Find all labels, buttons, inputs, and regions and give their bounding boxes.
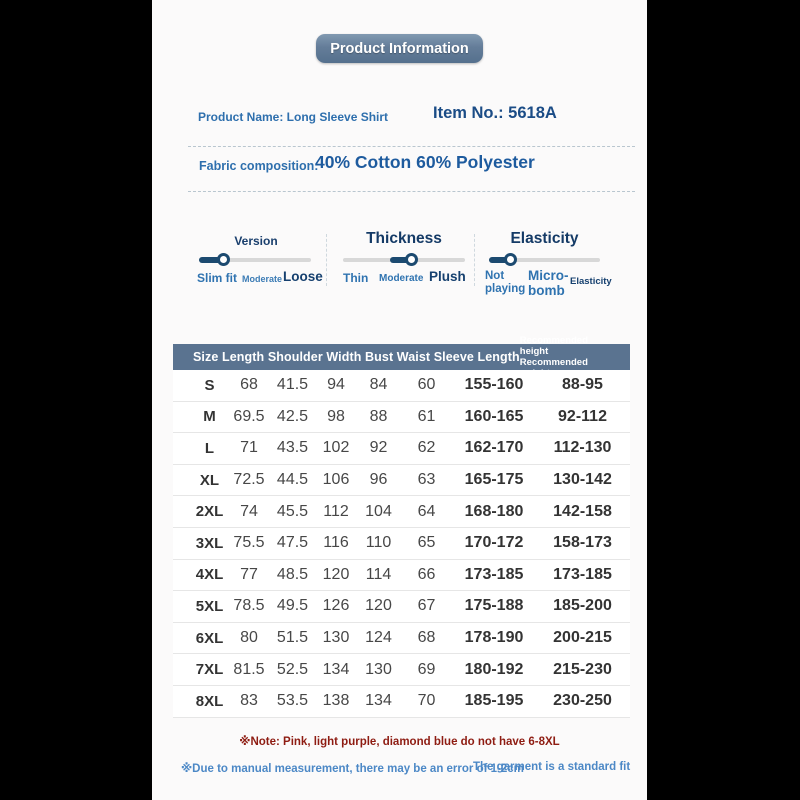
table-cell: 130 [322, 629, 350, 647]
elasticity-label-not-playing: Not playing [485, 270, 526, 295]
dashed-divider [188, 191, 635, 192]
table-cell: 130 [365, 660, 392, 678]
table-cell: 126 [322, 597, 350, 615]
version-label-loose: Loose [283, 269, 323, 284]
table-cell: 68 [240, 376, 258, 394]
table-cell: 112-130 [553, 439, 612, 457]
fabric-composition-label: Fabric composition: [199, 159, 319, 173]
table-cell: 64 [417, 502, 436, 520]
table-cell: 65 [417, 534, 436, 552]
table-cell: 104 [365, 502, 392, 520]
table-cell: 98 [327, 407, 345, 425]
table-cell: 114 [365, 565, 392, 583]
version-slider-title: Version [234, 234, 278, 248]
table-cell: 75.5 [233, 534, 265, 552]
size-table-header-recommended: Recommended height Recommended weight [519, 334, 588, 380]
table-cell: 124 [365, 629, 392, 647]
table-cell: 158-173 [553, 534, 612, 552]
table-cell: 2XL [195, 503, 224, 521]
table-cell: 70 [417, 692, 436, 710]
table-cell: 80 [240, 629, 258, 647]
table-cell: 68 [417, 629, 436, 647]
table-cell: 200-215 [553, 629, 612, 647]
elasticity-slider-title: Elasticity [510, 230, 579, 247]
table-cell: 4XL [195, 566, 224, 584]
table-cell: 3XL [195, 534, 224, 552]
table-cell: 230-250 [553, 692, 612, 710]
table-row [173, 686, 630, 718]
product-information-badge [316, 34, 483, 63]
thickness-label-plush: Plush [429, 269, 466, 284]
table-cell: 43.5 [276, 439, 309, 457]
table-cell: 173-185 [464, 565, 524, 583]
standard-fit-note: The garment is a standard fit [473, 761, 631, 773]
size-table-header [173, 334, 630, 380]
table-cell: 120 [322, 565, 350, 583]
table-cell: 110 [365, 534, 392, 552]
version-label-slim-fit: Slim fit [197, 271, 238, 285]
table-cell: S [204, 376, 215, 394]
thickness-slider-title: Thickness [366, 230, 442, 247]
color-availability-note: ※Note: Pink, light purple, diamond blue do not have 6-8XL [239, 736, 560, 748]
table-cell: 83 [240, 692, 258, 710]
elasticity-slider-knob [504, 253, 517, 266]
table-cell: 5XL [195, 597, 224, 615]
table-cell: 42.5 [276, 407, 309, 425]
table-cell: 52.5 [276, 660, 309, 678]
table-cell: 162-170 [464, 439, 524, 457]
table-cell: 62 [417, 439, 436, 457]
table-cell: 160-165 [464, 407, 524, 425]
table-cell: 116 [323, 534, 349, 552]
size-table-header-measurements: Size Length Shoulder Width Bust Waist Sleeve Length [193, 350, 520, 364]
dashed-divider [188, 146, 635, 147]
table-cell: 49.5 [276, 597, 309, 615]
table-cell: 173-185 [553, 565, 612, 583]
table-cell: 178-190 [464, 629, 524, 647]
table-cell: 8XL [195, 692, 224, 710]
table-cell: 138 [322, 692, 350, 710]
table-cell: 120 [365, 597, 392, 615]
table-cell: 71 [240, 439, 258, 457]
table-cell: M [203, 408, 216, 426]
table-cell: 142-158 [553, 502, 612, 520]
table-row [173, 654, 630, 686]
table-cell: 185-195 [464, 692, 524, 710]
table-cell: 45.5 [276, 502, 309, 520]
elasticity-label-micro-bomb: Micro-bomb [528, 268, 569, 299]
table-cell: 69 [417, 660, 436, 678]
table-cell: 102 [322, 439, 350, 457]
table-cell: L [204, 439, 215, 457]
table-cell: 66 [417, 565, 436, 583]
table-cell: 96 [369, 471, 388, 489]
table-cell: 61 [417, 407, 436, 425]
table-cell: 88-95 [562, 376, 603, 394]
table-cell: 69.5 [233, 407, 265, 425]
table-cell: 77 [240, 565, 258, 583]
table-cell: 170-172 [464, 534, 524, 552]
product-info-panel [152, 0, 647, 800]
table-cell: 175-188 [464, 597, 524, 615]
thickness-label-moderate: Moderate [379, 273, 424, 284]
version-label-moderate: Moderate [242, 274, 283, 284]
size-table [173, 334, 630, 718]
table-cell: 155-160 [464, 376, 524, 394]
table-cell: 6XL [195, 629, 224, 647]
table-cell: 130-142 [553, 471, 612, 489]
table-cell: 60 [417, 376, 436, 394]
measurement-error-note: ※Due to manual measurement, there may be an error of 1-2cm [181, 763, 524, 775]
table-row [173, 591, 630, 623]
table-cell: 7XL [195, 661, 224, 679]
table-cell: XL [199, 471, 220, 489]
elasticity-label-elasticity: Elasticity [570, 276, 612, 287]
table-cell: 185-200 [553, 597, 612, 615]
table-cell: 74 [240, 502, 258, 520]
table-cell: 47.5 [276, 534, 309, 552]
table-cell: 134 [322, 660, 350, 678]
table-cell: 180-192 [464, 660, 524, 678]
table-cell: 44.5 [276, 471, 309, 489]
table-cell: 92 [369, 439, 388, 457]
slider-divider [326, 234, 327, 286]
table-cell: 84 [369, 376, 388, 394]
table-cell: 67 [417, 597, 436, 615]
table-cell: 215-230 [553, 660, 612, 678]
table-cell: 168-180 [464, 502, 524, 520]
table-cell: 53.5 [276, 692, 309, 710]
table-cell: 94 [327, 376, 345, 394]
table-cell: 48.5 [276, 565, 309, 583]
product-name-text: Product Name: Long Sleeve Shirt [198, 110, 389, 124]
table-cell: 41.5 [276, 376, 309, 394]
size-table-body [173, 370, 630, 718]
table-row [173, 465, 630, 497]
table-row [173, 402, 630, 434]
table-cell: 92-112 [558, 407, 607, 425]
table-cell: 112 [323, 502, 349, 520]
slider-divider [474, 234, 475, 286]
table-cell: 106 [322, 471, 350, 489]
version-slider-knob [217, 253, 230, 266]
table-cell: 72.5 [233, 471, 265, 489]
table-row [173, 560, 630, 592]
thickness-slider-knob [405, 253, 418, 266]
table-row [173, 433, 630, 465]
table-cell: 63 [417, 471, 436, 489]
table-cell: 134 [365, 692, 392, 710]
table-cell: 78.5 [233, 597, 265, 615]
table-row [173, 623, 630, 655]
table-cell: 88 [369, 407, 388, 425]
item-number-text: Item No.: 5618A [433, 104, 557, 122]
table-cell: 51.5 [276, 629, 309, 647]
fabric-composition-value: 40% Cotton 60% Polyester [315, 152, 535, 172]
table-row [173, 528, 630, 560]
badge-label: Product Information [330, 40, 469, 57]
table-cell: 165-175 [464, 471, 524, 489]
thickness-label-thin: Thin [343, 271, 369, 285]
table-cell: 81.5 [233, 660, 265, 678]
table-row [173, 496, 630, 528]
